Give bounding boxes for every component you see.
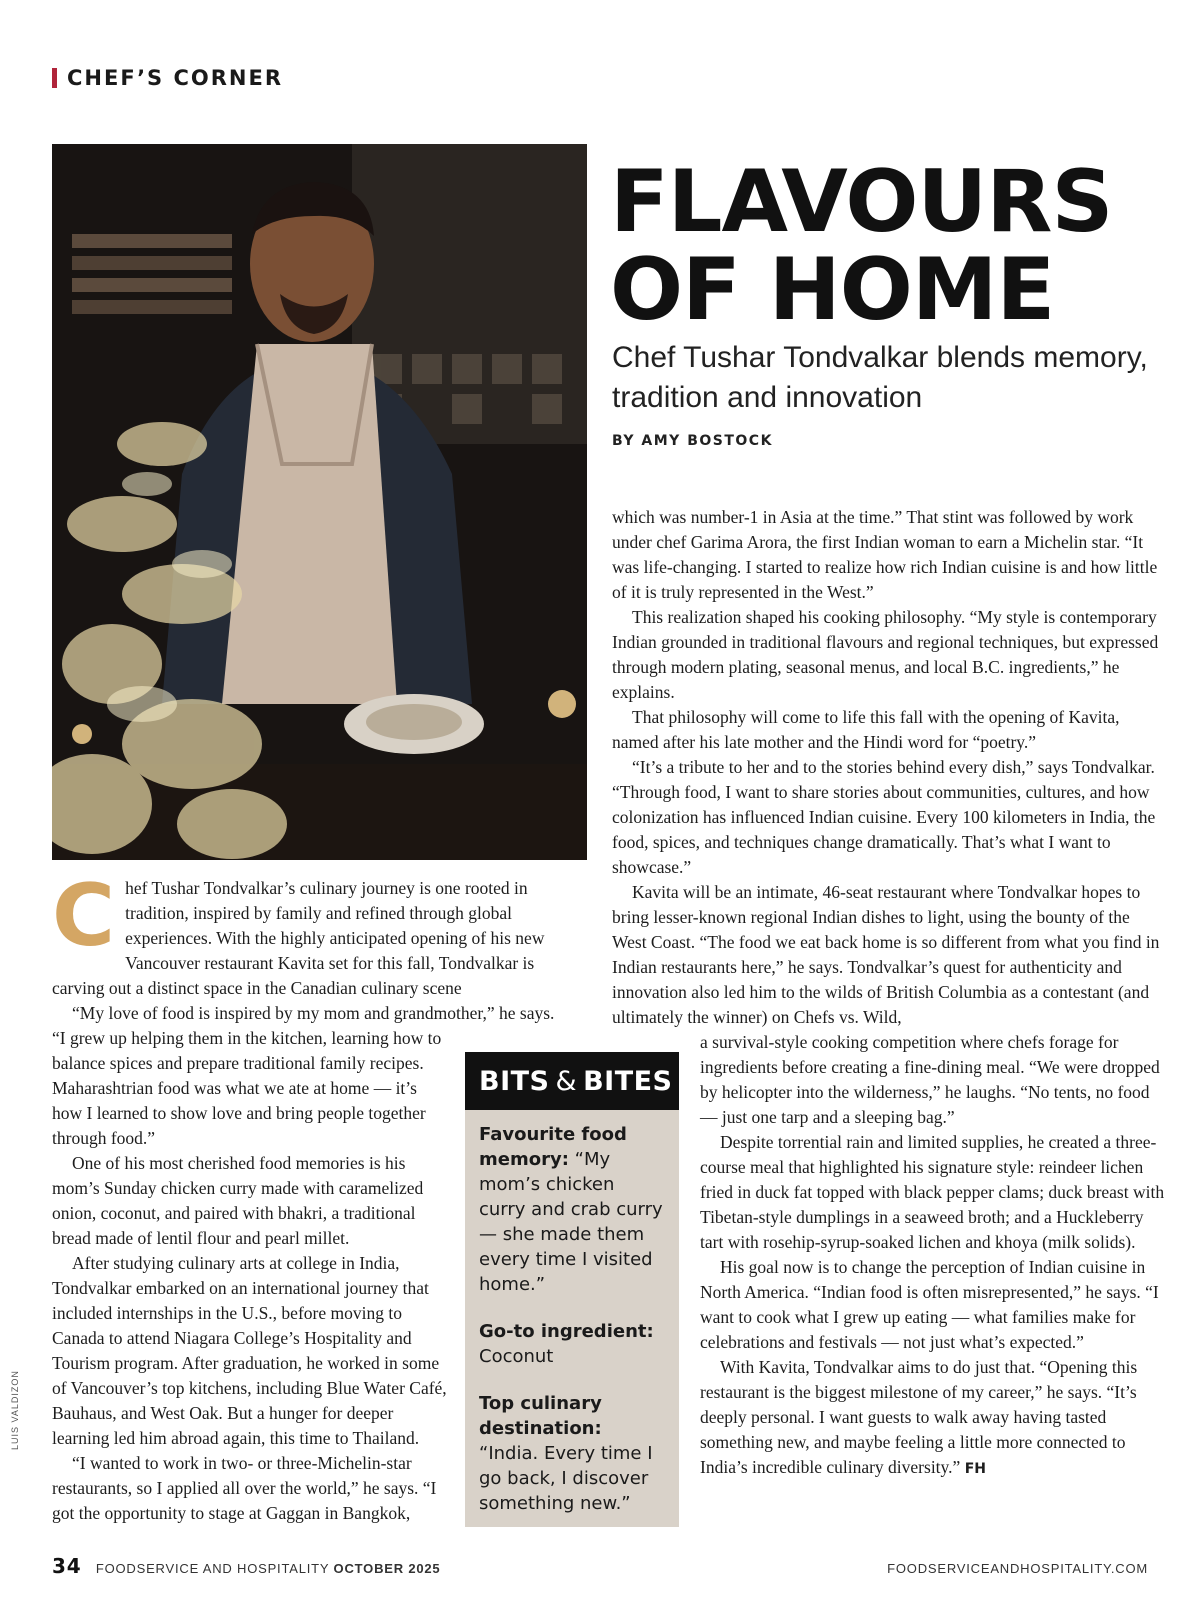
article-paragraph: Kavita will be an intimate, 46-seat restaurant where Tondvalkar hopes to bring lesser-known regional Indian dishes to light, using the bounty of the West Coast. “The food we eat back home is so different from what you find in Indian restaurants here,” he says. Tondvalkar’s quest for authenticity and innovation also led him to the wilds of British Columbia as a contestant (and ultimately the winner) on Chefs vs. Wild, xyxy=(612,882,1160,1027)
article-column-right-bottom xyxy=(700,1030,1167,1482)
article-paragraph: “I grew up helping them in the kitchen, learning how to balance spices and prepare traditional family recipes. Maharashtrian food was what we ate at home — it’s how I learned to show love and bring people together through food.” xyxy=(52,1028,442,1148)
article-paragraph: a survival-style cooking competition where chefs forage for ingredients before creating a fine-dining meal. “We were dropped by helicopter into the wilderness,” he laughs. “No tents, no food — just one tarp and a sleeping bag.” xyxy=(700,1032,1160,1127)
publication-name: FOODSERVICE AND HOSPITALITY xyxy=(95,1561,330,1576)
section-label xyxy=(52,66,283,90)
sidebar-item-go-to-ingredient xyxy=(479,1319,665,1369)
headline-line-1: FLAVOURS xyxy=(610,152,1113,252)
footer-left xyxy=(52,1554,440,1578)
issue-date: OCTOBER 2025 xyxy=(333,1561,441,1576)
article-paragraph: After studying culinary arts at college in India, Tondvalkar embarked on an international journey that included internships in the U.S., before moving to Canada to attend Niagara College’s Hospitality and Tourism program. After graduation, he worked in some of Vancouver’s top kitchens, including Blue Water Café, Bauhaus, and West Oak. But a hunger for deeper learning led him abroad again, this time to Thailand. xyxy=(52,1253,447,1448)
article-paragraph: With Kavita, Tondvalkar aims to do just that. “Opening this restaurant is the biggest milestone of my career,” he says. “It’s deeply personal. I want guests to walk away having tasted something new, and maybe feeling a little more connected to India’s incredible culinary diversity.” FH xyxy=(700,1357,1138,1477)
article-paragraph: Despite torrential rain and limited supplies, he created a three-course meal that highlighted his signature style: reindeer lichen fried in duck fat topped with black pepper clams; duck breast with Tibetan-style dumplings in a seaweed broth; and a Huckleberry tart with rosehip-syrup-soaked lichen and khoya (milk solids). xyxy=(700,1132,1165,1252)
article-column-left-top xyxy=(52,866,587,1026)
sidebar-item-label: Favourite food memory: xyxy=(479,1124,627,1170)
article-paragraph: This realization shaped his cooking philosophy. “My style is contemporary Indian grounded in traditional flavours and regional techniques, but expressed through modern plating, seasonal menus, and local B.C. ingredients,” he explains. xyxy=(612,607,1159,702)
article-column-right-top xyxy=(612,505,1167,1030)
headline-line-2: OF HOME xyxy=(610,240,1055,340)
article-paragraph: “My love of food is inspired by my mom and grandmother,” he says. xyxy=(72,1003,555,1023)
article-paragraph: One of his most cherished food memories is his mom’s Sunday chicken curry made with caramelized onion, coconut, and paired with bhakri, a traditional bread made of lentil flour and pearl millet. xyxy=(52,1153,424,1248)
article-column-left-narrow xyxy=(52,1026,450,1526)
article-paragraph: “It’s a tribute to her and to the stories behind every dish,” says Tondvalkar. “Through food, I want to share stories about communities, cultures, and how colonization has influenced Indian cuisine. Every 100 kilometers in India, the food, spices, and techniques change dramatically. That’s what I want to showcase.” xyxy=(612,757,1156,877)
sidebar-item-value: “My mom’s chicken curry and crab curry — she made them every time I visited home.” xyxy=(479,1149,663,1295)
website: FOODSERVICEANDHOSPITALITY.COM xyxy=(887,1561,1148,1576)
sidebar-item-value: Coconut xyxy=(479,1346,554,1367)
dek: Chef Tushar Tondvalkar blends memory, tradition and innovation xyxy=(612,341,1148,414)
article-paragraph: which was number-1 in Asia at the time.” That stint was followed by work under chef Garima Arora, the first Indian woman to earn a Michelin star. “It was life-changing. I started to realize how rich Indian cuisine is and how little of it is truly represented in the West.” xyxy=(612,507,1158,602)
article-paragraph: “I wanted to work in two- or three-Michelin-star restaurants, so I applied all over the world,” he says. “I got the opportunity to stage at Gaggan in Bangkok, xyxy=(52,1453,437,1523)
headline xyxy=(610,152,1170,340)
page-number: 34 xyxy=(52,1554,82,1578)
bits-and-bites-sidebar xyxy=(465,1052,679,1527)
drop-cap: C xyxy=(52,866,116,966)
end-mark: FH xyxy=(964,1461,986,1477)
sidebar-item-favourite-memory xyxy=(479,1122,665,1297)
article-paragraph: Chef Tushar Tondvalkar’s culinary journey is one rooted in tradition, inspired by family and refined through global experiences. With the highly anticipated opening of his new Vancouver restaurant Kavita set for this fall, Tondvalkar is carving out a distinct space in the Canadian culinary scene xyxy=(52,866,545,998)
sidebar-item-label: Go-to ingredient: xyxy=(479,1321,654,1342)
photo-credit: LUIS VALDIZON xyxy=(10,1370,20,1450)
article-paragraph: That philosophy will come to life this fall with the opening of Kavita, named after his late mother and the Hindi word for “poetry.” xyxy=(612,707,1120,752)
page-footer xyxy=(52,1554,1148,1578)
sidebar-item-label: Top culinary destination: xyxy=(479,1393,602,1439)
sidebar-item-top-destination xyxy=(479,1391,665,1516)
sidebar-item-value: “India. Every time I go back, I discover something new.” xyxy=(479,1443,653,1514)
article-paragraph: His goal now is to change the perception of Indian cuisine in North America. “Indian food is often misrepresented,” he says. “I want to cook what I grew up eating — what families make for celebrations and festivals — not just what’s expected.” xyxy=(700,1257,1159,1352)
byline: BY AMY BOSTOCK xyxy=(612,433,773,449)
sidebar-title: BITS & BITES xyxy=(465,1052,679,1110)
section-accent-bar xyxy=(52,68,57,88)
chef-photo xyxy=(52,144,587,860)
section-label-text: CHEF’S CORNER xyxy=(67,66,284,90)
